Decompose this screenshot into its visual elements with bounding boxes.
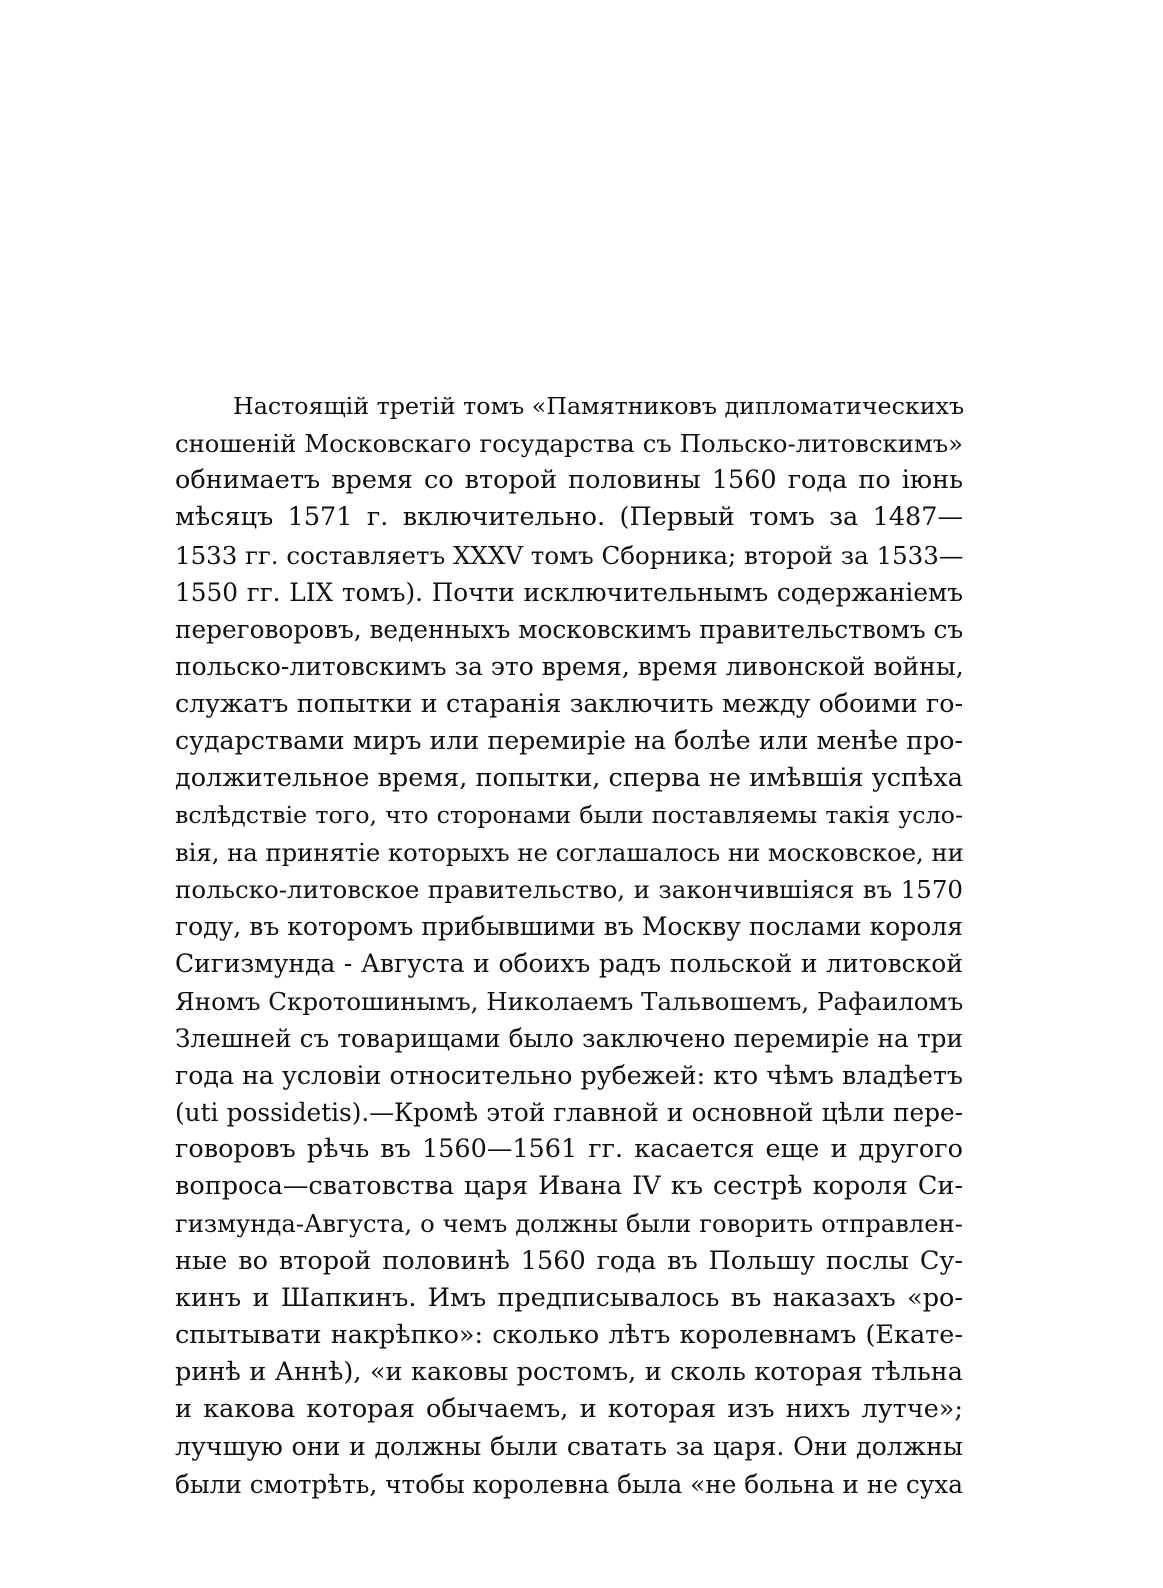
text-line: года на условіи относительно рубежей: кто чѣмъ владѣетъ <box>175 1060 963 1090</box>
text-line: ринѣ и Аннѣ), «и каковы ростомъ, и сколь которая тѣльна <box>175 1357 963 1388</box>
text-line: говоровъ рѣчь въ 1560—1561 гг. касается еще и другого <box>175 1134 963 1165</box>
text-line: Сигизмунда - Августа и обоихъ радъ польской и литовской <box>175 949 963 979</box>
text-line: польско-литовское правительство, и закончившіяся въ 1570 <box>175 875 963 905</box>
text-line: служатъ попытки и старанія заключить между обоими го- <box>175 689 963 719</box>
text-line: вслѣдствіе того, что сторонами были поставляемы такія усло- <box>175 800 963 829</box>
text-line: должительное время, попытки, сперва не имѣвшія успѣха <box>175 762 963 793</box>
text-line: польско-литовскимъ за это время, время ливонской войны, <box>175 652 964 682</box>
text-line: вопроса—сватовства царя Ивана IV къ сестрѣ короля Си- <box>175 1171 963 1202</box>
text-line: вія, на принятіе которыхъ не соглашалось ни московское, ни <box>175 837 964 867</box>
text-line: гизмунда-Августа, о чемъ должны были говорить отправлен- <box>175 1209 963 1239</box>
text-line: году, въ которомъ прибывшими въ Москву послами короля <box>175 912 963 942</box>
text-line: спытывати накрѣпко»: сколько лѣтъ королевнамъ (Екате- <box>175 1319 963 1350</box>
text-line: Злешней съ товарищами было заключено перемиріе на три <box>175 1023 963 1053</box>
text-line: обнимаетъ время со второй половины 1560 года по іюнь <box>175 465 963 496</box>
text-line: и какова которая обычаемъ, и которая изъ нихъ лутче»; <box>175 1394 963 1425</box>
text-line: сношеній Московскаго государства съ Польско-литовскимъ» <box>175 429 963 459</box>
text-line: переговоровъ, веденныхъ московскимъ правительствомъ съ <box>175 614 964 644</box>
text-line: Яномъ Скротошинымъ, Николаемъ Тальвошемъ, Рафаиломъ <box>175 986 964 1016</box>
text-line: были смотрѣть, чтобы королевна была «не больна и не суха <box>175 1469 963 1499</box>
text-line: лучшую они и должны были сватать за царя. Они должны <box>175 1432 963 1462</box>
text-line: 1533 гг. составляетъ XXXV томъ Сборника; второй за 1533— <box>175 540 964 570</box>
text-line: 1550 гг. LIX томъ). Почти исключительнымъ содержаніемъ <box>175 577 963 607</box>
text-line: Настоящій третій томъ «Памятниковъ дипломатическихъ <box>233 392 965 420</box>
text-line: ные во второй половинѣ 1560 года въ Польшу послы Су- <box>175 1245 963 1276</box>
text-line: (uti possidetis).—Кромѣ этой главной и основной цѣли пере- <box>175 1097 963 1127</box>
text-line: мѣсяцъ 1571 г. включительно. (Первый томъ за 1487— <box>175 502 963 533</box>
text-line: сударствами миръ или перемиріе на болѣе или менѣе про- <box>175 726 963 756</box>
text-line: кинъ и Шапкинъ. Имъ предписывалось въ наказахъ «ро- <box>175 1282 963 1313</box>
body-paragraph <box>175 388 963 1503</box>
